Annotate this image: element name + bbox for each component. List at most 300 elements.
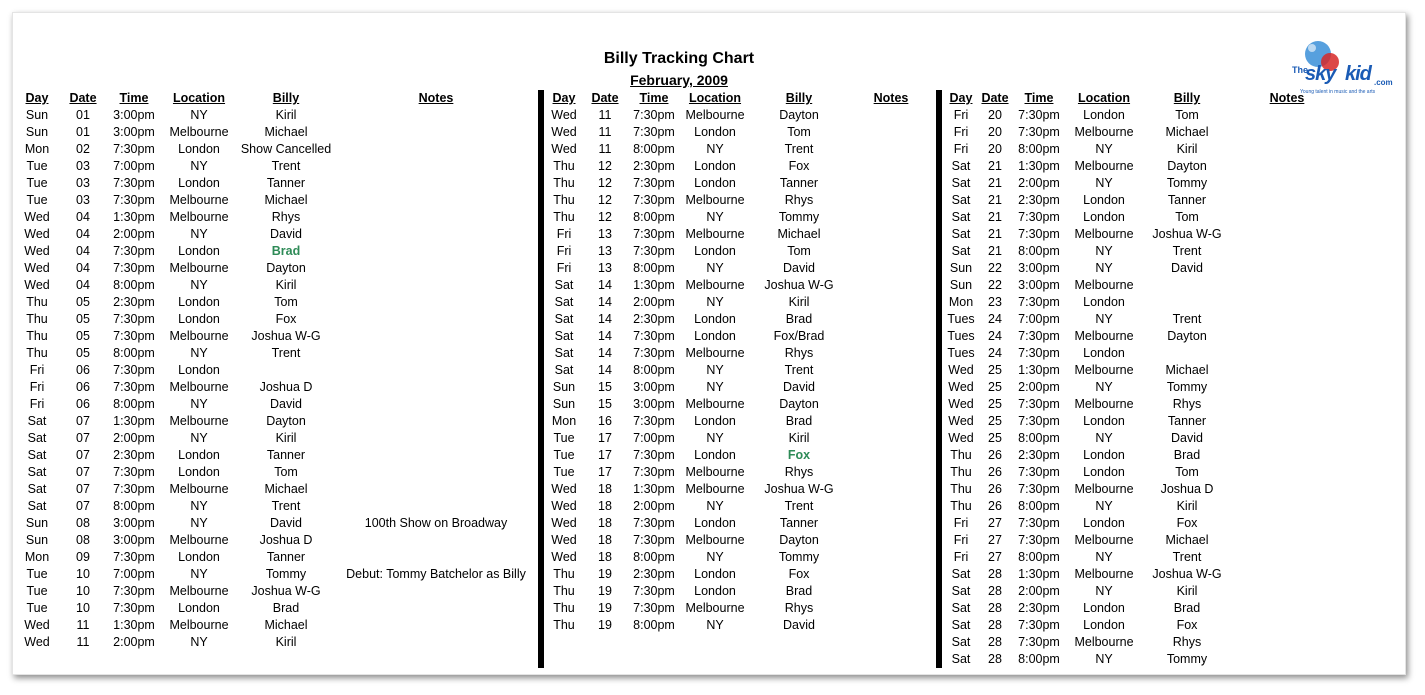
cell-time: 2:30pm	[113, 448, 155, 462]
cell-day: Sat	[27, 414, 47, 428]
cell-notes	[1187, 634, 1387, 651]
cell-day: Fri	[556, 261, 572, 275]
cell-date: 19	[598, 601, 612, 615]
cell-billy: Joshua W-G	[764, 278, 834, 292]
cell-day: Tues	[947, 329, 975, 343]
cell-notes	[336, 549, 536, 566]
cell-date: 11	[76, 635, 90, 649]
cell-notes	[1187, 413, 1387, 430]
cell-billy: Dayton	[779, 533, 819, 547]
header-billy: Billy	[785, 91, 813, 105]
cell-date: 28	[988, 567, 1002, 581]
cell-day: Wed	[24, 261, 50, 275]
cell-day: Thu	[26, 346, 48, 360]
cell-time: 7:30pm	[633, 533, 675, 547]
cell-time: 2:30pm	[113, 295, 155, 309]
cell-day: Wed	[24, 618, 50, 632]
cell-day: Tue	[26, 159, 48, 173]
cell-location: London	[178, 295, 220, 309]
cell-day: Sat	[951, 176, 971, 190]
cell-location: Melbourne	[685, 108, 745, 122]
cell-time: 7:30pm	[113, 329, 155, 343]
cell-date: 10	[76, 584, 90, 598]
cell-billy: Dayton	[779, 108, 819, 122]
cell-time: 1:30pm	[113, 210, 155, 224]
cell-billy: Tommy	[1166, 176, 1208, 190]
cell-day: Sat	[951, 618, 971, 632]
cell-date: 06	[76, 380, 90, 394]
cell-time: 8:00pm	[113, 397, 155, 411]
cell-notes	[336, 532, 536, 549]
cell-notes	[336, 328, 536, 345]
cell-location: London	[1083, 448, 1125, 462]
cell-time: 7:30pm	[633, 601, 675, 615]
cell-billy: Tom	[1175, 465, 1199, 479]
cell-notes	[1187, 549, 1387, 566]
cell-billy: Trent	[784, 142, 814, 156]
cell-time: 7:30pm	[1018, 465, 1060, 479]
cell-date: 01	[76, 108, 90, 122]
cell-time: 7:30pm	[113, 363, 155, 377]
cell-billy: Joshua D	[259, 380, 313, 394]
cell-time: 8:00pm	[1018, 550, 1060, 564]
cell-day: Fri	[953, 142, 969, 156]
cell-billy: Tom	[274, 465, 298, 479]
cell-time: 3:00pm	[633, 380, 675, 394]
cell-day: Wed	[24, 278, 50, 292]
cell-location: NY	[1095, 176, 1113, 190]
cell-day: Thu	[950, 499, 972, 513]
cell-time: 7:30pm	[633, 465, 675, 479]
cell-billy: David	[783, 618, 815, 632]
cell-time: 7:00pm	[113, 567, 155, 581]
cell-location: London	[694, 244, 736, 258]
cell-billy: Rhys	[784, 193, 814, 207]
cell-notes	[1187, 175, 1387, 192]
cell-location: London	[178, 176, 220, 190]
cell-time: 7:30pm	[1018, 108, 1060, 122]
cell-date: 13	[598, 261, 612, 275]
cell-time: 7:30pm	[633, 346, 675, 360]
cell-date: 28	[988, 652, 1002, 666]
cell-notes	[1187, 328, 1387, 345]
cell-date: 25	[988, 380, 1002, 394]
cell-billy: Kiril	[275, 635, 297, 649]
cell-billy: Tom	[1175, 108, 1199, 122]
cell-time: 8:00pm	[633, 142, 675, 156]
header-time: Time	[639, 91, 669, 105]
cell-time: 1:30pm	[113, 414, 155, 428]
cell-billy: David	[1171, 431, 1203, 445]
cell-date: 12	[598, 193, 612, 207]
header-location: Location	[688, 91, 742, 105]
cell-notes	[336, 379, 536, 396]
cell-date: 07	[76, 499, 90, 513]
cell-location: Melbourne	[685, 397, 745, 411]
cell-date: 26	[988, 499, 1002, 513]
cell-date: 05	[76, 346, 90, 360]
cell-notes	[336, 583, 536, 600]
cell-day: Tue	[26, 584, 48, 598]
cell-location: London	[1083, 465, 1125, 479]
cell-date: 27	[988, 533, 1002, 547]
cell-time: 7:30pm	[113, 142, 155, 156]
cell-day: Wed	[24, 227, 50, 241]
cell-day: Sat	[27, 465, 47, 479]
cell-notes	[1187, 396, 1387, 413]
header-time: Time	[119, 91, 149, 105]
cell-date: 07	[76, 448, 90, 462]
cell-billy: David	[1171, 261, 1203, 275]
cell-location: London	[694, 312, 736, 326]
cell-time: 2:30pm	[633, 312, 675, 326]
cell-notes	[336, 362, 536, 379]
cell-time: 7:30pm	[1018, 227, 1060, 241]
cell-location: London	[178, 448, 220, 462]
cell-day: Fri	[953, 516, 969, 530]
cell-billy: Kiril	[788, 431, 810, 445]
cell-location: Melbourne	[685, 193, 745, 207]
cell-location: Melbourne	[1074, 159, 1134, 173]
cell-billy: Tom	[1175, 210, 1199, 224]
cell-location: NY	[1095, 431, 1113, 445]
cell-billy: Kiril	[275, 278, 297, 292]
cell-billy: Tanner	[779, 176, 819, 190]
cell-date: 07	[76, 414, 90, 428]
cell-day: Sat	[554, 295, 574, 309]
cell-notes	[336, 175, 536, 192]
cell-time: 8:00pm	[633, 363, 675, 377]
cell-time: 3:00pm	[633, 397, 675, 411]
cell-location: NY	[706, 363, 724, 377]
cell-day: Wed	[24, 210, 50, 224]
cell-billy: Trent	[784, 363, 814, 377]
cell-day: Wed	[551, 108, 577, 122]
cell-billy	[234, 362, 338, 379]
cell-location: London	[178, 244, 220, 258]
cell-time: 7:30pm	[1018, 397, 1060, 411]
cell-date: 07	[76, 482, 90, 496]
cell-location: NY	[706, 618, 724, 632]
cell-billy: Trent	[784, 499, 814, 513]
cell-billy: Joshua W-G	[251, 584, 321, 598]
cell-day: Sat	[554, 363, 574, 377]
cell-date: 11	[76, 618, 90, 632]
cell-notes	[336, 498, 536, 515]
cell-billy: Rhys	[1172, 397, 1202, 411]
cell-billy: Trent	[1172, 550, 1202, 564]
cell-location: Melbourne	[169, 584, 229, 598]
cell-notes	[1187, 362, 1387, 379]
cell-date: 18	[598, 516, 612, 530]
cell-date: 14	[598, 278, 612, 292]
cell-day: Thu	[950, 482, 972, 496]
cell-location: NY	[190, 159, 208, 173]
cell-location: Melbourne	[169, 414, 229, 428]
cell-day: Sat	[951, 652, 971, 666]
cell-time: 2:00pm	[1018, 380, 1060, 394]
cell-billy: Rhys	[1172, 635, 1202, 649]
cell-day: Thu	[553, 618, 575, 632]
cell-billy: Fox	[1176, 618, 1198, 632]
cell-date: 21	[988, 227, 1002, 241]
cell-date: 11	[598, 108, 612, 122]
cell-day: Wed	[948, 397, 974, 411]
cell-time: 7:30pm	[1018, 618, 1060, 632]
cell-day: Thu	[553, 159, 575, 173]
cell-date: 08	[76, 533, 90, 547]
cell-time: 2:00pm	[113, 227, 155, 241]
cell-day: Tue	[26, 176, 48, 190]
cell-billy: Show Cancelled	[240, 142, 332, 156]
cell-notes	[1187, 600, 1387, 617]
header-day: Day	[552, 91, 576, 105]
cell-billy: Tommy	[778, 550, 820, 564]
cell-time: 7:30pm	[1018, 414, 1060, 428]
cell-day: Tues	[947, 346, 975, 360]
cell-location: London	[1083, 618, 1125, 632]
cell-billy: Kiril	[275, 108, 297, 122]
cell-notes	[336, 107, 536, 124]
header-location: Location	[172, 91, 226, 105]
cell-date: 04	[76, 227, 90, 241]
cell-date: 17	[598, 431, 612, 445]
cell-day: Sat	[554, 346, 574, 360]
cell-date: 14	[598, 363, 612, 377]
cell-day: Tues	[947, 312, 975, 326]
cell-billy: Joshua W-G	[251, 329, 321, 343]
cell-time: 1:30pm	[1018, 363, 1060, 377]
cell-day: Sat	[951, 193, 971, 207]
cell-time: 7:30pm	[633, 125, 675, 139]
cell-day: Thu	[950, 448, 972, 462]
cell-day: Wed	[551, 533, 577, 547]
cell-day: Thu	[26, 312, 48, 326]
cell-date: 19	[598, 618, 612, 632]
cell-location: Melbourne	[1074, 329, 1134, 343]
cell-billy: Kiril	[275, 431, 297, 445]
cell-time: 3:00pm	[113, 125, 155, 139]
cell-billy: Brad	[272, 601, 300, 615]
cell-billy: Trent	[1172, 312, 1202, 326]
cell-day: Wed	[551, 516, 577, 530]
cell-time: 2:30pm	[1018, 448, 1060, 462]
cell-billy: Tom	[274, 295, 298, 309]
cell-time: 7:30pm	[633, 448, 675, 462]
logo-sky: sky	[1305, 63, 1336, 85]
cell-time: 7:30pm	[113, 550, 155, 564]
cell-time: 8:00pm	[113, 499, 155, 513]
cell-notes	[1187, 226, 1387, 243]
cell-location: NY	[706, 380, 724, 394]
cell-location: NY	[190, 516, 208, 530]
cell-date: 28	[988, 584, 1002, 598]
cell-location: Melbourne	[1074, 363, 1134, 377]
cell-day: Wed	[551, 142, 577, 156]
chart-subtitle: February, 2009	[630, 72, 728, 88]
cell-date: 05	[76, 312, 90, 326]
cell-time: 1:30pm	[1018, 159, 1060, 173]
cell-billy: David	[270, 397, 302, 411]
cell-date: 25	[988, 431, 1002, 445]
cell-billy: Joshua W-G	[1152, 567, 1222, 581]
cell-day: Fri	[953, 125, 969, 139]
cell-location: London	[694, 329, 736, 343]
cell-date: 23	[988, 295, 1002, 309]
cell-day: Fri	[953, 550, 969, 564]
cell-time: 8:00pm	[633, 618, 675, 632]
cell-notes	[336, 277, 536, 294]
cell-time: 8:00pm	[1018, 499, 1060, 513]
cell-time: 2:00pm	[1018, 584, 1060, 598]
cell-notes	[1187, 379, 1387, 396]
cell-billy: Tommy	[1166, 380, 1208, 394]
cell-date: 26	[988, 482, 1002, 496]
cell-billy: David	[783, 261, 815, 275]
cell-day: Wed	[24, 244, 50, 258]
cell-notes	[1187, 158, 1387, 175]
cell-date: 24	[988, 312, 1002, 326]
header-time: Time	[1024, 91, 1054, 105]
cell-time: 2:00pm	[113, 635, 155, 649]
cell-date: 13	[598, 244, 612, 258]
cell-notes	[336, 634, 536, 651]
cell-notes	[1187, 107, 1387, 124]
cell-billy: Tanner	[266, 550, 306, 564]
cell-location: Melbourne	[1074, 567, 1134, 581]
cell-time: 7:30pm	[113, 176, 155, 190]
cell-date: 28	[988, 601, 1002, 615]
cell-billy: Michael	[1165, 533, 1209, 547]
cell-notes	[336, 243, 536, 260]
header-day: Day	[949, 91, 973, 105]
cell-time: 8:00pm	[633, 261, 675, 275]
cell-day: Tue	[553, 448, 575, 462]
cell-time: 8:00pm	[1018, 431, 1060, 445]
cell-date: 18	[598, 550, 612, 564]
cell-date: 06	[76, 363, 90, 377]
cell-time: 2:30pm	[1018, 601, 1060, 615]
cell-location: Melbourne	[169, 329, 229, 343]
cell-location: NY	[1095, 584, 1113, 598]
cell-date: 18	[598, 499, 612, 513]
cell-billy: Brad	[785, 584, 813, 598]
cell-notes	[336, 192, 536, 209]
cell-billy: Michael	[1165, 363, 1209, 377]
cell-time: 8:00pm	[113, 278, 155, 292]
cell-day: Sat	[27, 448, 47, 462]
cell-notes	[336, 141, 536, 158]
header-date: Date	[69, 91, 97, 105]
cell-time: 7:30pm	[633, 584, 675, 598]
cell-billy: Rhys	[784, 465, 814, 479]
cell-location: Melbourne	[1074, 397, 1134, 411]
cell-date: 20	[988, 108, 1002, 122]
cell-day: Wed	[551, 482, 577, 496]
cell-billy: David	[270, 516, 302, 530]
cell-location: NY	[190, 278, 208, 292]
cell-day: Wed	[551, 125, 577, 139]
cell-notes	[1187, 566, 1387, 583]
cell-location: Melbourne	[169, 193, 229, 207]
cell-date: 11	[598, 125, 612, 139]
cell-notes	[1187, 464, 1387, 481]
cell-day: Tue	[26, 567, 48, 581]
cell-date: 21	[988, 159, 1002, 173]
cell-date: 06	[76, 397, 90, 411]
cell-date: 04	[76, 210, 90, 224]
cell-time: 7:30pm	[1018, 516, 1060, 530]
cell-billy: Joshua D	[259, 533, 313, 547]
cell-date: 14	[598, 312, 612, 326]
cell-date: 07	[76, 431, 90, 445]
cell-day: Wed	[551, 499, 577, 513]
cell-date: 15	[598, 397, 612, 411]
cell-date: 01	[76, 125, 90, 139]
cell-date: 14	[598, 329, 612, 343]
cell-day: Sun	[949, 278, 973, 292]
cell-notes	[336, 209, 536, 226]
cell-location: NY	[1095, 550, 1113, 564]
cell-day: Mon	[551, 414, 577, 428]
cell-notes	[336, 447, 536, 464]
cell-date: 07	[76, 465, 90, 479]
cell-day: Mon	[948, 295, 974, 309]
cell-time: 7:30pm	[113, 261, 155, 275]
cell-time: 1:30pm	[1018, 567, 1060, 581]
cell-time: 2:00pm	[633, 295, 675, 309]
cell-day: Tue	[26, 193, 48, 207]
cell-notes	[336, 617, 536, 634]
cell-location: NY	[190, 567, 208, 581]
cell-date: 10	[76, 567, 90, 581]
cell-time: 8:00pm	[633, 210, 675, 224]
cell-day: Sun	[25, 125, 49, 139]
cell-time: 7:30pm	[113, 312, 155, 326]
cell-day: Sat	[951, 159, 971, 173]
cell-location: London	[1083, 346, 1125, 360]
cell-location: NY	[1095, 142, 1113, 156]
cell-billy: Tanner	[1167, 193, 1207, 207]
cell-date: 27	[988, 516, 1002, 530]
cell-location: Melbourne	[685, 278, 745, 292]
cell-day: Thu	[553, 567, 575, 581]
cell-billy: Michael	[1165, 125, 1209, 139]
cell-billy: Dayton	[1167, 329, 1207, 343]
cell-billy: Brad	[785, 414, 813, 428]
cell-notes	[1187, 243, 1387, 260]
cell-time: 7:30pm	[113, 465, 155, 479]
cell-notes	[336, 311, 536, 328]
cell-location: Melbourne	[169, 210, 229, 224]
cell-date: 17	[598, 448, 612, 462]
cell-location: NY	[1095, 261, 1113, 275]
cell-day: Sun	[552, 397, 576, 411]
cell-location: Melbourne	[169, 482, 229, 496]
cell-time: 7:30pm	[633, 176, 675, 190]
cell-billy: Dayton	[266, 261, 306, 275]
cell-time: 8:00pm	[113, 346, 155, 360]
cell-notes	[1187, 481, 1387, 498]
cell-time: 3:00pm	[1018, 261, 1060, 275]
cell-location: London	[1083, 414, 1125, 428]
cell-location: Melbourne	[685, 533, 745, 547]
cell-notes	[336, 124, 536, 141]
cell-billy: Trent	[271, 159, 301, 173]
cell-location: Melbourne	[169, 618, 229, 632]
cell-notes	[336, 260, 536, 277]
cell-day: Sun	[25, 108, 49, 122]
